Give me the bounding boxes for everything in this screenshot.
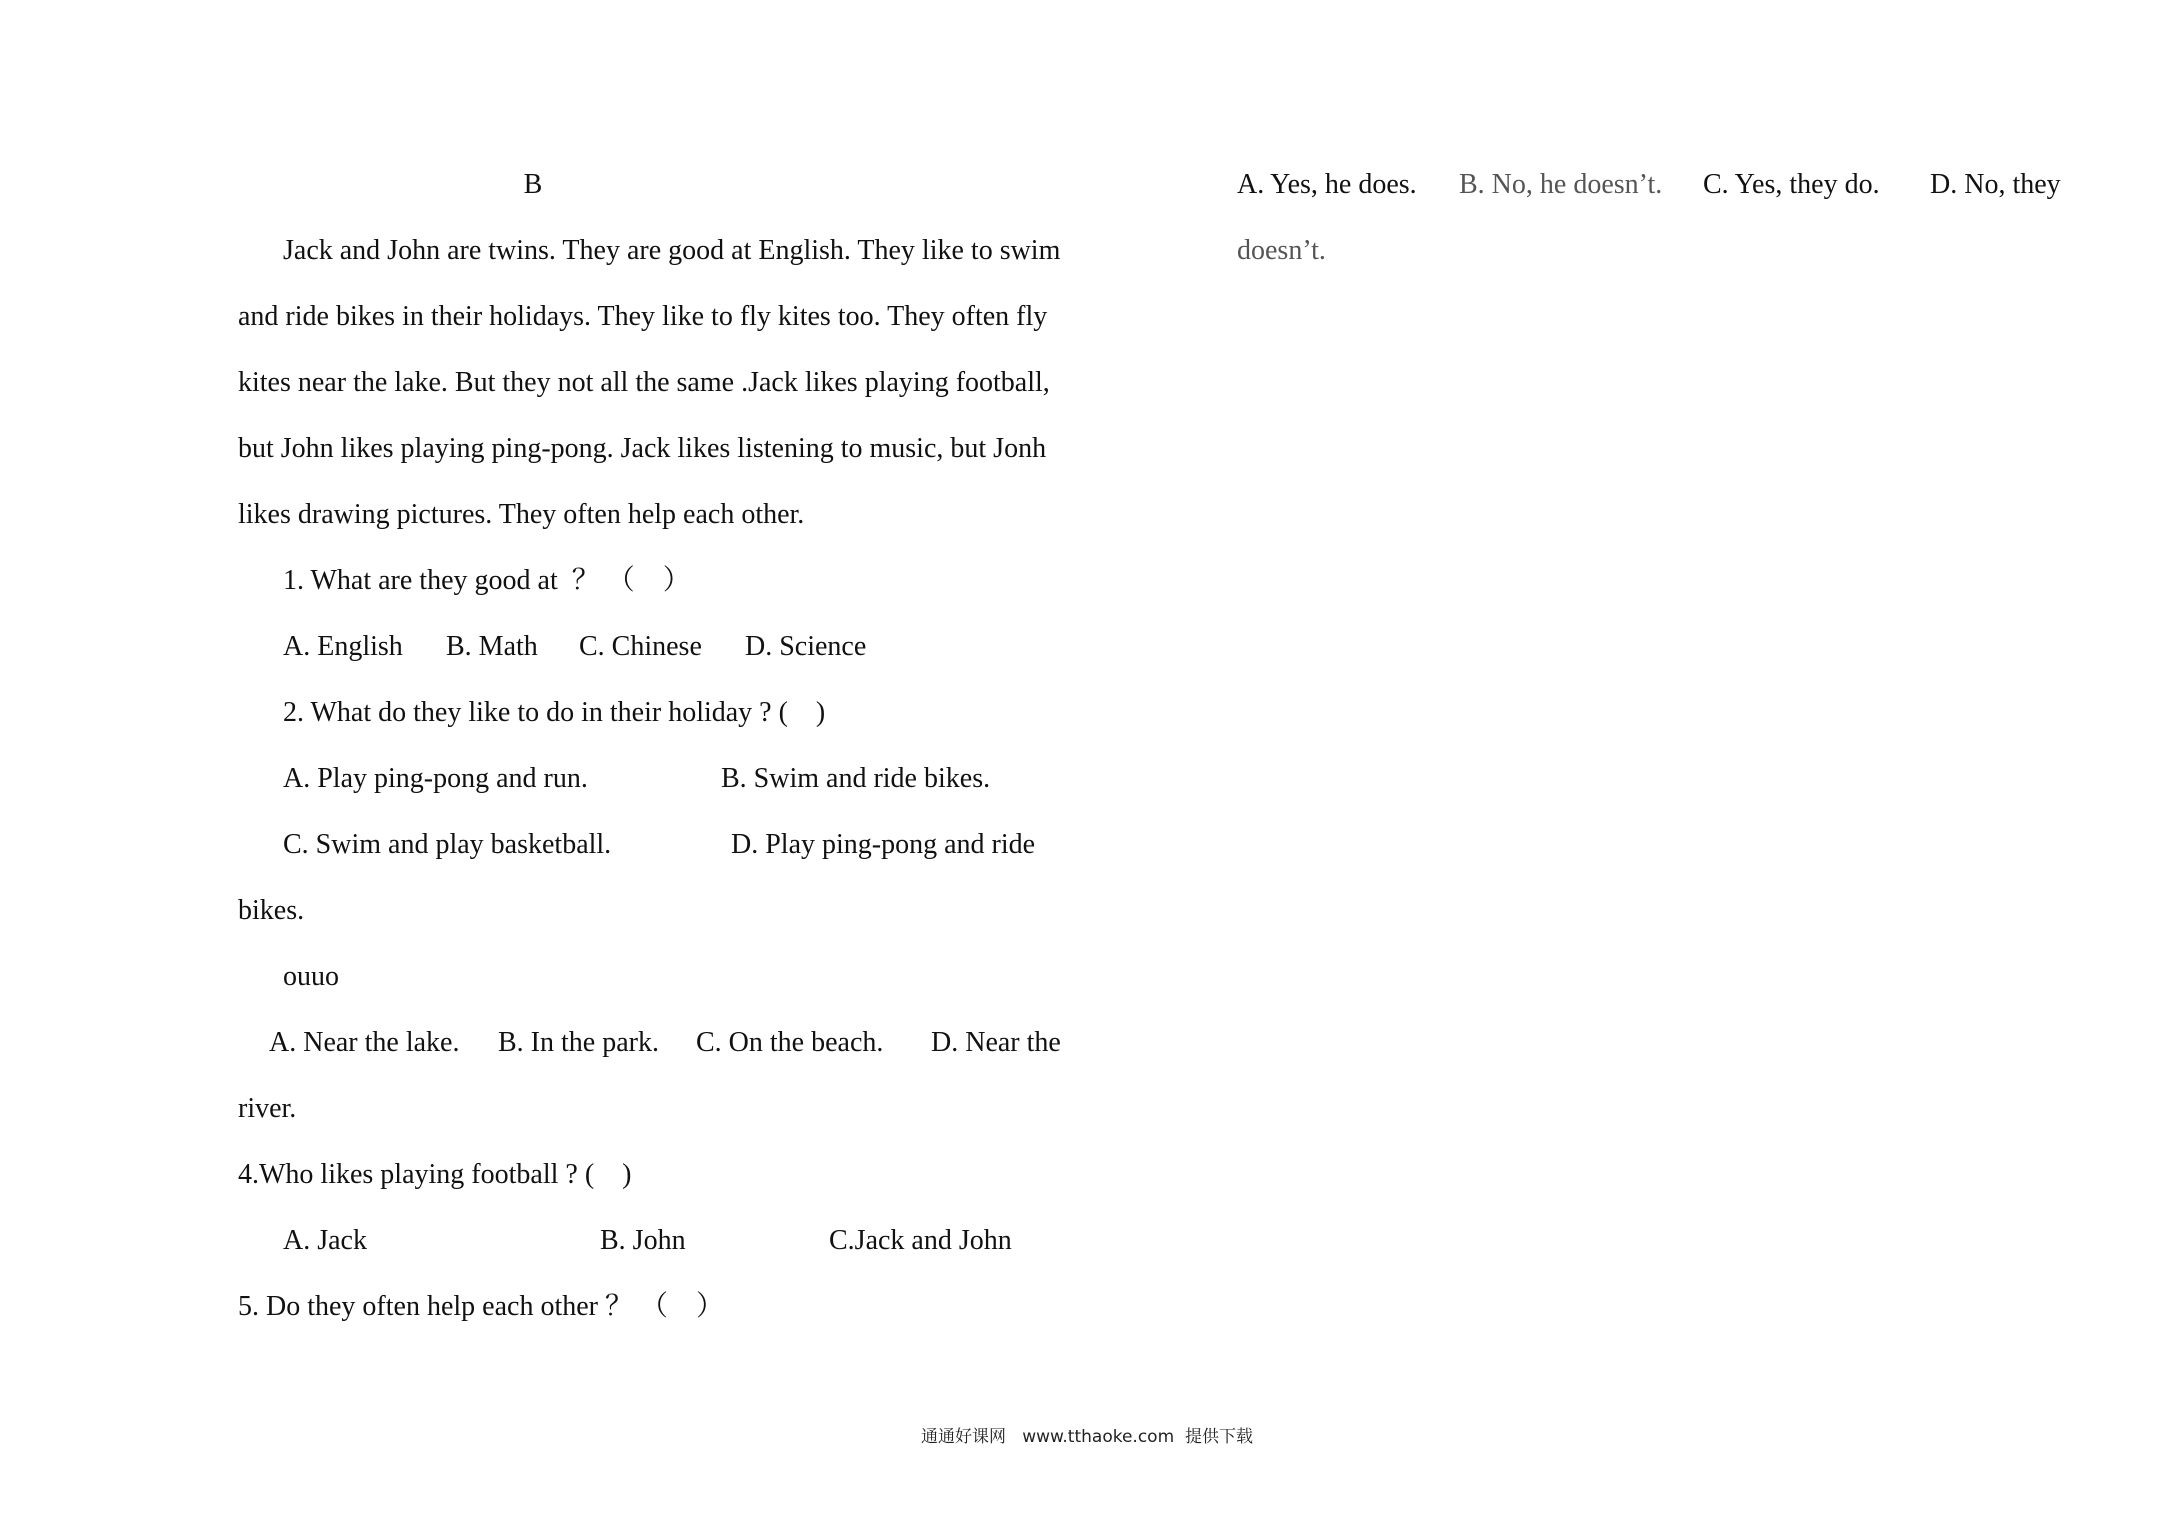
- question-2: [238, 688, 1158, 952]
- passage-line: and ride bikes in their holidays. They like to fly kites too. They often fly: [238, 301, 1048, 332]
- option-d: D. No, they: [1930, 169, 2061, 200]
- option-a: A. Near the lake.: [269, 1027, 460, 1058]
- option-b: B. No, he doesn’t.: [1459, 169, 1663, 200]
- option-a: A. English: [283, 631, 403, 662]
- question-text: 2. What do they like to do in their holiday ? ( ): [283, 697, 826, 728]
- option-b: B. In the park.: [498, 1027, 659, 1058]
- options-row: [238, 1216, 1158, 1282]
- question-1: [238, 556, 1158, 688]
- option-continuation: bikes.: [238, 895, 305, 926]
- option-d: D. Near the: [931, 1027, 1061, 1058]
- option-continuation: doesn’t.: [1237, 235, 1326, 266]
- option-continuation: river.: [238, 1093, 297, 1124]
- option-a: A. Play ping-pong and run.: [283, 763, 588, 794]
- footer-watermark: 通通好课网 www.tthaoke.com 提供下载: [921, 1427, 1253, 1447]
- option-c: C. Yes, they do.: [1703, 169, 1880, 200]
- passage-line: kites near the lake. But they not all the same .Jack likes playing football,: [238, 367, 1050, 398]
- reading-passage: [238, 226, 1158, 556]
- question-3: [238, 952, 1158, 1150]
- option-d: D. Science: [745, 631, 867, 662]
- options-row: [238, 1018, 1158, 1084]
- option-a: A. Yes, he does.: [1237, 169, 1417, 200]
- option-b: B. John: [600, 1225, 686, 1256]
- option-c: C.Jack and John: [829, 1225, 1012, 1256]
- passage-line: Jack and John are twins. They are good at English. They like to swim: [283, 235, 1061, 266]
- passage-line: but John likes playing ping-pong. Jack likes listening to music, but Jonh: [238, 433, 1047, 464]
- option-a: A. Jack: [283, 1225, 367, 1256]
- option-c: C. Swim and play basketball.: [283, 829, 612, 860]
- options-row: [1237, 160, 2097, 226]
- question-5: [238, 1282, 1158, 1348]
- left-column: [238, 160, 1158, 1348]
- option-c: C. On the beach.: [696, 1027, 884, 1058]
- passage-line: likes drawing pictures. They often help each other.: [238, 499, 805, 530]
- question-4: [238, 1150, 1158, 1282]
- option-b: B. Math: [446, 631, 538, 662]
- options-row: [238, 622, 1158, 688]
- option-d: D. Play ping-pong and ride: [731, 829, 1036, 860]
- question-text: 1. What are they good at ？ （ ）: [283, 565, 691, 596]
- question-text: 4.Who likes playing football ? ( ): [238, 1159, 632, 1190]
- section-title: B: [523, 169, 543, 200]
- option-c: C. Chinese: [579, 631, 702, 662]
- options-row: [238, 754, 1158, 820]
- options-row: [238, 820, 1158, 886]
- option-b: B. Swim and ride bikes.: [721, 763, 991, 794]
- question-text: 5. Do they often help each other ？ （ ）: [238, 1291, 724, 1322]
- question-text: ouuo: [283, 961, 339, 992]
- right-column: [1237, 160, 2097, 292]
